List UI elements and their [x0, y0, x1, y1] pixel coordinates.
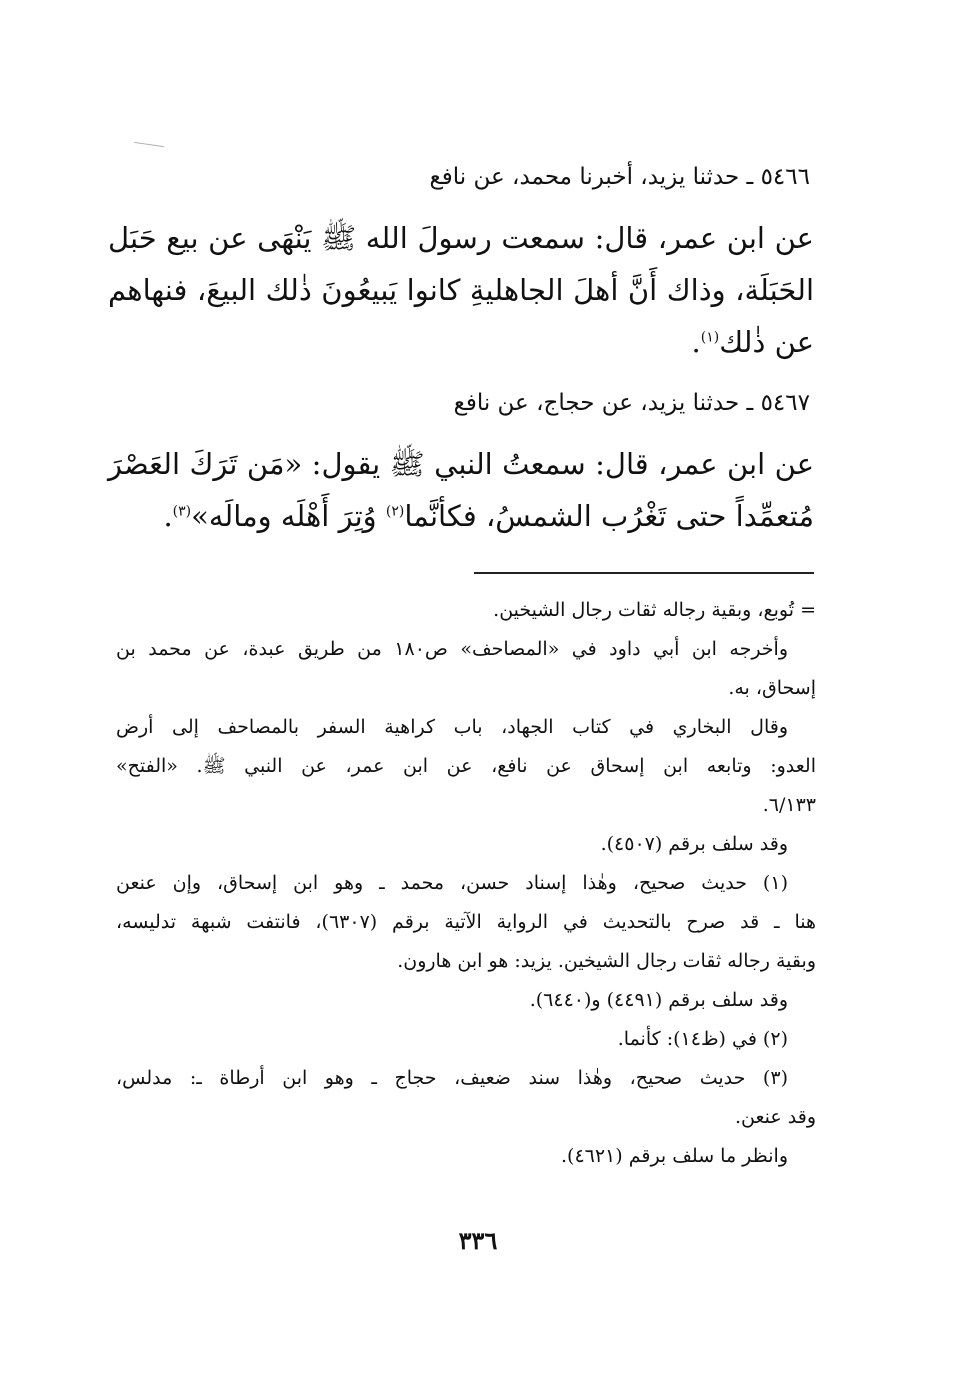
hadith-header-text: ٥٤٦٦ ـ حدثنا يزيد، أخبرنا محمد، عن نافع [429, 164, 810, 190]
hadith-end-punct: . [691, 325, 701, 359]
hadith-line: عن ابن عمر، قال: سمعت رسولَ الله ﷺ يَنْهَى عن بيع حَبَل [108, 221, 814, 255]
hadith-line: الحَبَلَة، وذاك أَنَّ أهلَ الجاهليةِ كانوا يَبيعُونَ ذٰلك البيعَ، فنهاهم [108, 273, 814, 307]
footnote-line: وقد سلف برقم (٤٤٩١) و(٦٤٤٠). [529, 989, 788, 1011]
hadith-text [108, 438, 814, 542]
hadith-line-text: عن ذٰلك [719, 325, 814, 359]
footnote-line: إسحاق، به. [728, 677, 816, 699]
hadith-end-punct: . [163, 499, 173, 533]
footnote-line: هنا ـ قد صرح بالتحديث في الرواية الآتية برقم (٦٣٠٧)، فانتفت شبهة تدليسه، [116, 911, 816, 933]
footnotes [116, 591, 816, 1176]
footnote-marker: (١) [700, 329, 720, 346]
footnote-line: وقد عنعن. [734, 1106, 816, 1128]
hadith-line: عن ابن عمر، قال: سمعتُ النبي ﷺ يقول: «مَن تَرَكَ العَصْرَ [108, 447, 814, 481]
footnote-line: ٦/١٣٣. [762, 794, 816, 816]
hadith-line [108, 490, 814, 542]
footnote-marker: (٢) [385, 503, 405, 520]
hadith-header [210, 160, 810, 194]
footnote-separator [474, 572, 814, 574]
footnote-line: وانظر ما سلف برقم (٤٦٢١). [560, 1145, 788, 1167]
footnote-line: (١) حديث صحيح، وهٰذا إسناد حسن، محمد ـ وهو ابن إسحاق، وإن عنعن [116, 872, 788, 894]
footnote-line: = تُوبع، وبقية رجاله ثقات رجال الشيخين. [493, 599, 816, 621]
footnote-line: (٣) حديث صحيح، وهٰذا سند ضعيف، حجاج ـ وهو ابن أرطاة ـ: مدلس، [116, 1067, 788, 1089]
footnote-line: (٢) في (ظ١٤): كأنما. [617, 1028, 788, 1050]
hadith-header [210, 386, 810, 420]
footnote-line: وقال البخاري في كتاب الجهاد، باب كراهية السفر بالمصاحف إلى أرض [116, 716, 788, 738]
footnote-line: العدو: وتابعه ابن إسحاق عن نافع، عن ابن عمر، عن النبي ﷺ. «الفتح» [116, 755, 816, 777]
hadith-header-text: ٥٤٦٧ ـ حدثنا يزيد، عن حجاج، عن نافع [453, 390, 810, 416]
hadith-line-text: وُتِرَ أَهْلَه ومالَه» [191, 499, 386, 533]
hadith-text [108, 212, 814, 368]
page-number: ٣٣٦ [458, 1226, 498, 1255]
footnote-marker: (٣) [172, 503, 192, 520]
footnote-line: وبقية رجاله ثقات رجال الشيخين. يزيد: هو ابن هارون. [397, 950, 816, 972]
hadith-line [108, 316, 814, 368]
scan-artifact [134, 142, 164, 147]
footnote-line: وأخرجه ابن أبي داود في «المصاحف» ص١٨٠ من طريق عبدة، عن محمد بن [116, 638, 789, 660]
hadith-line-text: مُتعمِّداً حتى تَغْرُب الشمسُ، فكأنَّما [404, 499, 814, 533]
footnote-line: وقد سلف برقم (٤٥٠٧). [600, 833, 788, 855]
